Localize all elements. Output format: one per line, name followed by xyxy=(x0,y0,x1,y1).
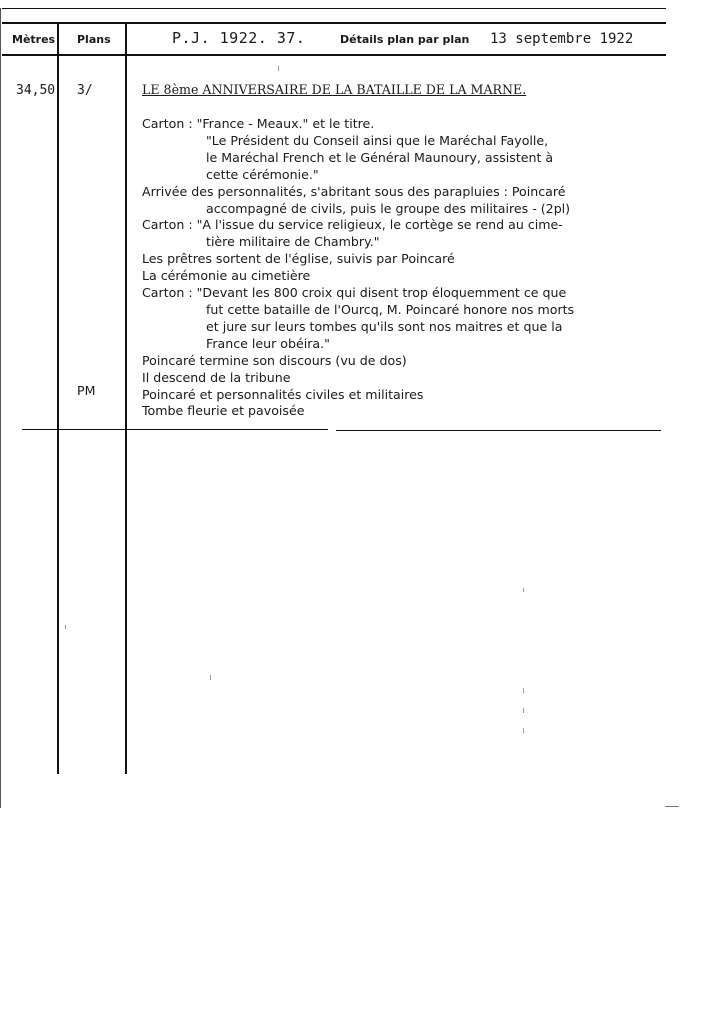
scan-mark xyxy=(665,806,679,807)
column-header-plans: Plans xyxy=(77,33,111,46)
entry-title: LE 8ème ANNIVERSAIRE DE LA BATAILLE DE LA MARNE. xyxy=(142,82,527,97)
description-line: La cérémonie au cimetière xyxy=(142,268,311,284)
description-line: Les prêtres sortent de l'église, suivis par Poincaré xyxy=(142,251,455,267)
description-line: accompagné de civils, puis le groupe des militaires - (2pl) xyxy=(206,200,571,216)
left-margin-line xyxy=(0,8,1,808)
scan-speck xyxy=(523,708,524,713)
description-line: Carton : "Devant les 800 croix qui disent trop éloquemment ce que xyxy=(142,285,567,301)
description-line: Il descend de la tribune xyxy=(142,369,291,385)
scan-speck xyxy=(523,588,524,592)
description-line: et jure sur leurs tombes qu'ils sont nos maitres et que la xyxy=(206,318,563,334)
description-line: "Le Président du Conseil ainsi que le Maréchal Fayolle, xyxy=(206,132,549,148)
description-line: cette cérémonie." xyxy=(206,166,319,182)
scan-speck xyxy=(523,688,524,693)
header-bottom-rule xyxy=(2,54,666,56)
scan-speck xyxy=(523,728,524,733)
description-line: tière militaire de Chambry." xyxy=(206,234,380,250)
details-label: Détails plan par plan xyxy=(340,33,470,46)
scan-speck xyxy=(278,66,279,71)
description-line: Arrivée des personnalités, s'abritant sous des parapluies : Poincaré xyxy=(142,183,566,199)
description-line: le Maréchal French et le Général Maunoury, assistent à xyxy=(206,149,554,165)
scan-speck xyxy=(210,675,211,680)
description-line: Carton : "A l'issue du service religieux, le cortège se rend au cime- xyxy=(142,217,563,233)
plan-pm: PM xyxy=(77,383,96,398)
table-bottom-rule xyxy=(22,429,328,430)
scan-speck xyxy=(65,625,66,629)
top-rule-thin xyxy=(2,8,666,9)
document-date: 13 septembre 1922 xyxy=(490,31,634,47)
description-line: Poincaré termine son discours (vu de dos) xyxy=(142,352,407,368)
description-line: Tombe fleurie et pavoisée xyxy=(142,403,305,419)
document-reference: P.J. 1922. 37. xyxy=(172,29,306,47)
description-line: Poincaré et personnalités civiles et militaires xyxy=(142,386,424,402)
table-bottom-rule-right xyxy=(336,430,661,431)
description-line: Carton : "France - Meaux." et le titre. xyxy=(142,116,375,131)
shot-description xyxy=(142,116,662,420)
description-line: France leur obéira." xyxy=(206,335,330,351)
header-top-rule xyxy=(2,22,666,24)
plan-number: 3/ xyxy=(77,83,93,98)
column-divider-left xyxy=(57,22,59,774)
column-header-metres: Mètres xyxy=(12,33,56,46)
description-line: fut cette bataille de l'Ourcq, M. Poincaré honore nos morts xyxy=(206,301,575,317)
metres-value: 34,50 xyxy=(16,83,56,98)
column-divider-right xyxy=(125,22,127,774)
